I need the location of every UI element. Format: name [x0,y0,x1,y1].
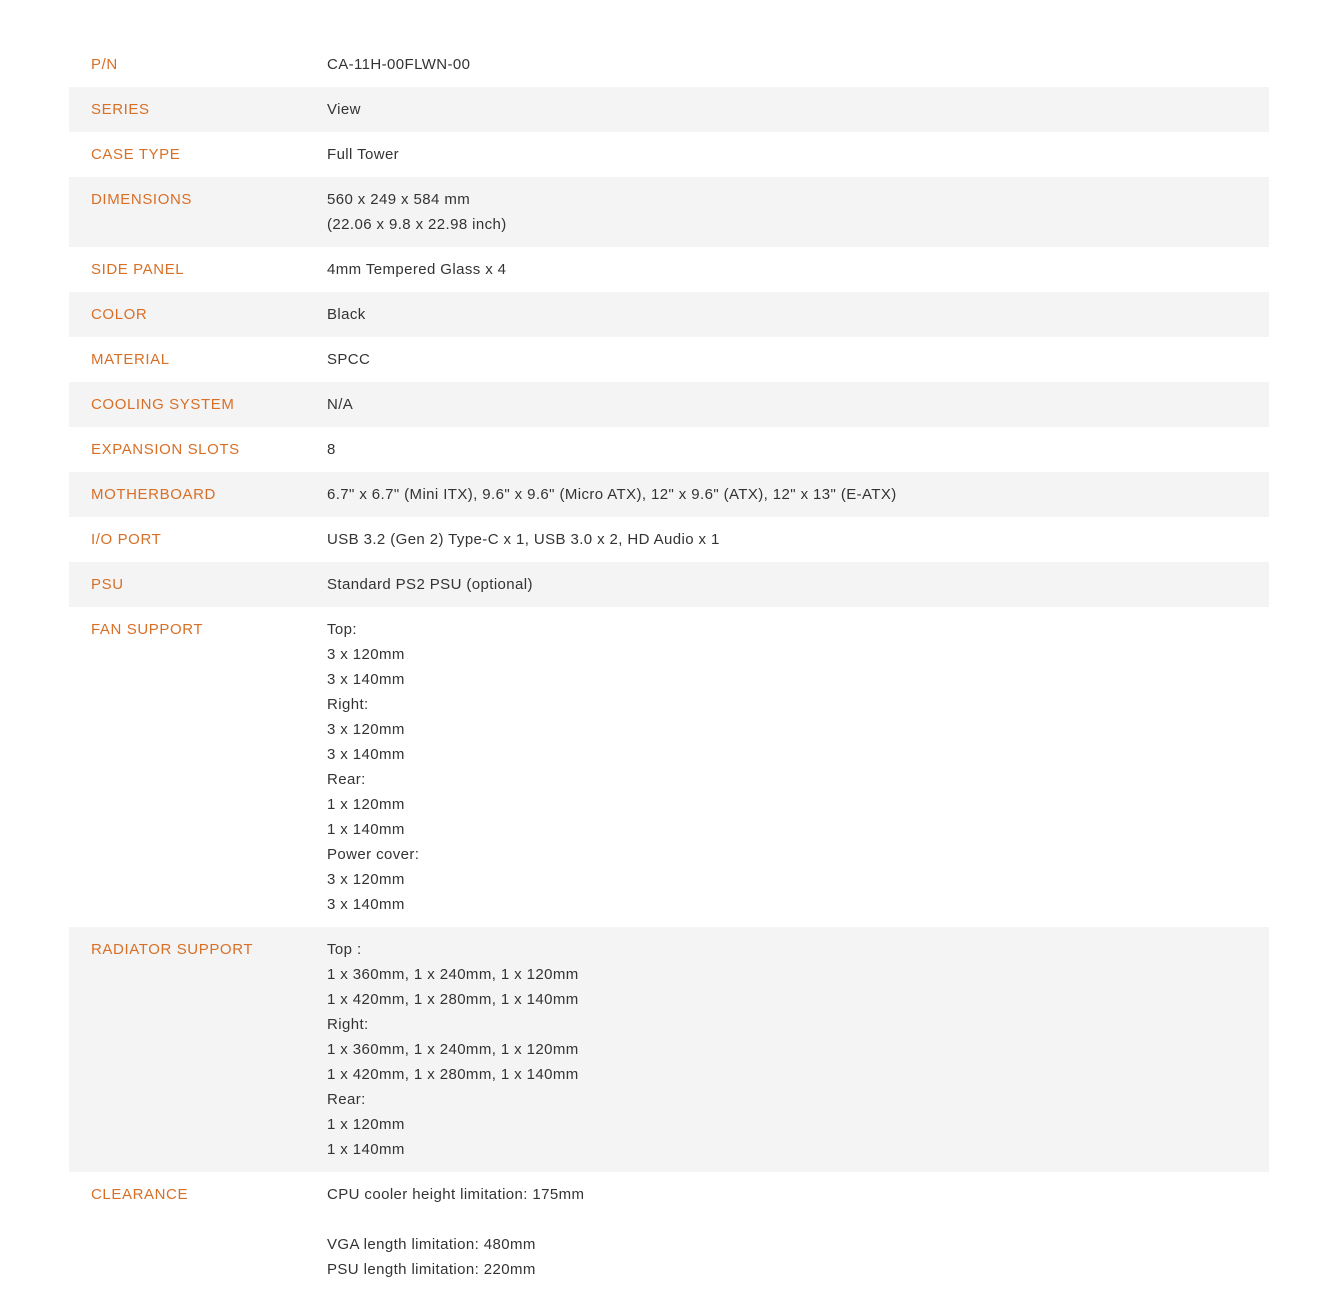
spec-value-line: N/A [327,396,354,413]
spec-value [327,527,1269,552]
spec-value-line: 1 x 120mm [327,1116,405,1133]
spec-value-line: 4mm Tempered Glass x 4 [327,261,507,278]
spec-value [327,572,1269,597]
spec-value-line [327,1207,1269,1232]
spec-label: COOLING SYSTEM [91,396,235,413]
spec-row-expansion-slots [69,427,1269,472]
spec-value-line: 3 x 140mm [327,671,405,688]
spec-row-motherboard [69,472,1269,517]
spec-value-line: Full Tower [327,146,400,163]
spec-value-line: 560 x 249 x 584 mm [327,191,471,208]
spec-row-radiator-support [69,927,1269,1172]
spec-value-line: 8 [327,441,336,458]
spec-value [327,302,1269,327]
spec-value-line: CPU cooler height limitation: 175mm [327,1186,585,1203]
spec-row-clearance [69,1172,1269,1292]
spec-label: SERIES [91,101,150,118]
spec-row-cooling-system [69,382,1269,427]
spec-label: DIMENSIONS [91,191,193,208]
spec-value [327,52,1269,77]
spec-value-line: PSU length limitation: 220mm [327,1261,536,1278]
spec-value-line: VGA length limitation: 480mm [327,1236,536,1253]
spec-label: COLOR [91,306,148,323]
spec-value-line: Black [327,306,366,323]
spec-label: EXPANSION SLOTS [91,441,240,458]
spec-value [327,937,1269,1162]
spec-row-i-o-port [69,517,1269,562]
spec-row-p-n [69,42,1269,87]
spec-value [327,142,1269,167]
spec-value-line: 3 x 140mm [327,746,405,763]
spec-value-line: Right: [327,1016,369,1033]
spec-row-fan-support [69,607,1269,927]
spec-row-material [69,337,1269,382]
spec-value-line: 3 x 120mm [327,871,405,888]
spec-value [327,187,1269,237]
spec-row-series [69,87,1269,132]
spec-label: MOTHERBOARD [91,486,216,503]
spec-label: CLEARANCE [91,1186,189,1203]
spec-value-line: (22.06 x 9.8 x 22.98 inch) [327,216,507,233]
spec-value [327,257,1269,282]
spec-value-line: Power cover: [327,846,420,863]
spec-label: PSU [91,576,124,593]
spec-label: MATERIAL [91,351,170,368]
spec-value-line: View [327,101,361,118]
spec-value [327,482,1269,507]
spec-label: CASE TYPE [91,146,181,163]
spec-value-line: Top: [327,621,357,638]
spec-value-line: CA-11H-00FLWN-00 [327,56,471,73]
spec-row-psu [69,562,1269,607]
spec-value-line: 1 x 360mm, 1 x 240mm, 1 x 120mm [327,1041,579,1058]
spec-value-line: Rear: [327,1091,366,1108]
spec-value [327,1182,1269,1282]
spec-label: RADIATOR SUPPORT [91,941,254,958]
spec-value-line: Top : [327,941,362,958]
spec-value-line: Right: [327,696,369,713]
spec-row-color [69,292,1269,337]
spec-row-side-panel [69,247,1269,292]
spec-value [327,392,1269,417]
spec-label: SIDE PANEL [91,261,185,278]
spec-label: I/O PORT [91,531,162,548]
spec-value-line: 1 x 360mm, 1 x 240mm, 1 x 120mm [327,966,579,983]
spec-value-line: 1 x 140mm [327,821,405,838]
spec-value-line: 1 x 420mm, 1 x 280mm, 1 x 140mm [327,1066,579,1083]
spec-value-line: USB 3.2 (Gen 2) Type-C x 1, USB 3.0 x 2, HD Audio x 1 [327,531,720,548]
spec-value-line: 1 x 140mm [327,1141,405,1158]
spec-value [327,617,1269,917]
spec-row-case-type [69,132,1269,177]
spec-value-line: Rear: [327,771,366,788]
spec-value-line: SPCC [327,351,371,368]
spec-value-line: 1 x 420mm, 1 x 280mm, 1 x 140mm [327,991,579,1008]
spec-value-line: 3 x 120mm [327,721,405,738]
spec-label: P/N [91,56,118,73]
spec-value-line: 1 x 120mm [327,796,405,813]
spec-table [69,42,1269,1292]
spec-value [327,437,1269,462]
spec-value-line: Standard PS2 PSU (optional) [327,576,533,593]
spec-value [327,347,1269,372]
spec-value-line: 3 x 140mm [327,896,405,913]
spec-label: FAN SUPPORT [91,621,204,638]
spec-value [327,97,1269,122]
spec-value-line: 3 x 120mm [327,646,405,663]
spec-row-dimensions [69,177,1269,247]
spec-value-line: 6.7" x 6.7" (Mini ITX), 9.6" x 9.6" (Micro ATX), 12" x 9.6" (ATX), 12" x 13" (E-ATX) [327,486,897,503]
